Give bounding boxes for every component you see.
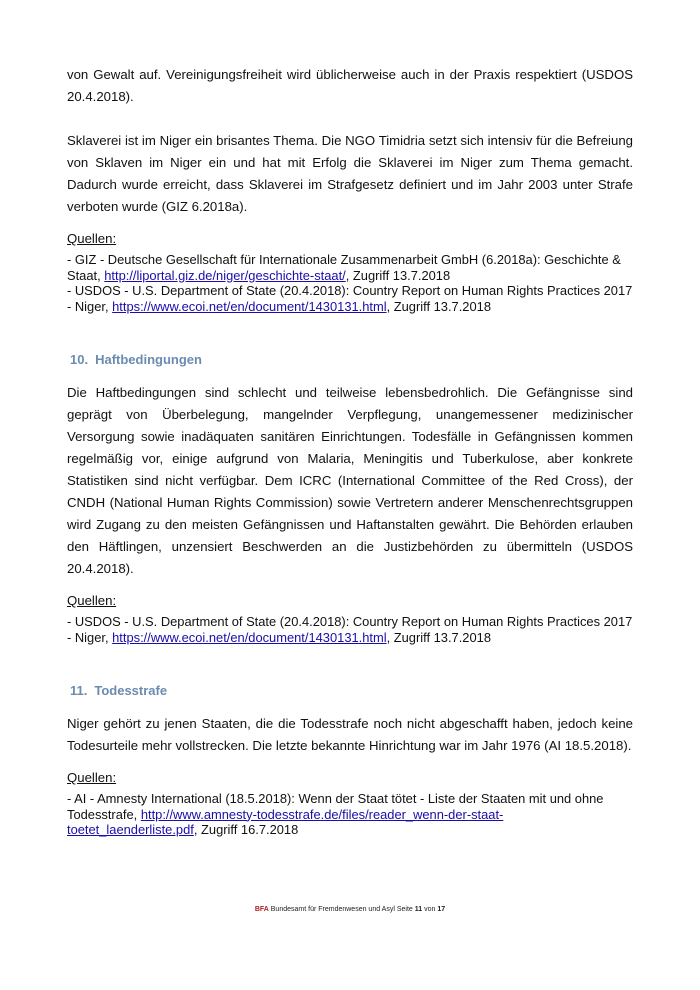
source-entry: - USDOS - U.S. Department of State (20.4.2018): Country Report on Human Rights Practices 2017 - Niger, https://www.ecoi.net/en/document/1430131.html, Zugriff 13.7.2018: [67, 614, 633, 645]
intro-paragraph-1: von Gewalt auf. Vereinigungsfreiheit wird üblicherweise auch in der Praxis respektiert (USDOS 20.4.2018).: [67, 67, 633, 104]
source-entry: - GIZ - Deutsche Gesellschaft für Internationale Zusammenarbeit GmbH (6.2018a): Geschichte & Staat, http://liportal.giz.de/niger/geschichte-staat/, Zugriff 13.7.2018: [67, 252, 621, 283]
footer-page-word: Seite: [396, 906, 413, 913]
section-body-haftbedingungen: Die Haftbedingungen sind schlecht und teilweise lebensbedrohlich. Die Gefängnisse sind geprägt von Überbelegung, mangelnder Verpflegung, unangemessener medizinischer Versorgung sowie inadäquaten sanitären Einrichtungen. Todesfälle in Gefängnissen kommen regelmäßig vor, einige aufgrund von Malaria, Meningitis und Tuberkulose, aber konkrete Statistiken sind nicht verfügbar. Dem ICRC (International Committee of the Red Cross), der CNDH (National Human Rights Commission) sowie Vertretern anderer Menschenrechtsgruppen wird Zugang zu den meisten Gefängnissen und Haftanstalten gewährt. Die Behörden erlauben den Häftlingen, unzensiert Beschwerden an die Justizbehörden zu übermitteln (USDOS 20.4.2018).: [67, 385, 633, 576]
sources-label: Quellen:: [67, 593, 117, 608]
intro-paragraph-2: Sklaverei ist im Niger ein brisantes Thema. Die NGO Timidria setzt sich intensiv für die Befreiung von Sklaven im Niger ein und hat mit Erfolg die Sklaverei im Niger zum Thema gemacht. Dadurch wurde erreicht, dass Sklaverei im Strafgesetz definiert und im Jahr 2003 unter Strafe verboten wurde (GIZ 6.2018a).: [67, 133, 633, 214]
section-body-todesstrafe: Niger gehört zu jenen Staaten, die die Todesstrafe noch nicht abgeschafft haben, jedoch keine Todesurteile mehr vollstrecken. Die letzte bekannte Hinrichtung war im Jahr 1976 (AI 18.5.2018).: [67, 716, 633, 753]
source-link[interactable]: http://liportal.giz.de/niger/geschichte-staat/: [104, 267, 346, 283]
footer-of-word: von: [424, 906, 436, 913]
page-footer: [0, 906, 700, 913]
source-link[interactable]: https://www.ecoi.net/en/document/1430131.html: [112, 629, 387, 645]
section-heading-todesstrafe: 11. Todesstrafe: [70, 683, 168, 698]
section-heading-haftbedingungen: 10. Haftbedingungen: [70, 352, 202, 367]
sources-label: Quellen:: [67, 231, 117, 246]
footer-page-number: 11: [414, 906, 423, 913]
source-entry: - AI - Amnesty International (18.5.2018): Wenn der Staat tötet - Liste der Staaten mit und ohne Todesstrafe, http://www.amnesty-todesstrafe.de/files/reader_wenn-der-staat-toetet_laenderliste.pdf, Zugriff 16.7.2018: [67, 791, 604, 837]
sources-label: Quellen:: [67, 770, 117, 785]
document-page: [67, 64, 633, 838]
footer-page-total: 17: [437, 906, 446, 913]
source-link[interactable]: https://www.ecoi.net/en/document/1430131.html: [112, 298, 387, 314]
footer-org: Bundesamt für Fremdenwesen und Asyl: [270, 906, 395, 913]
source-entry: - USDOS - U.S. Department of State (20.4.2018): Country Report on Human Rights Practices 2017 - Niger, https://www.ecoi.net/en/document/1430131.html, Zugriff 13.7.2018: [67, 283, 633, 314]
source-link[interactable]: http://www.amnesty-todesstrafe.de/files/reader_wenn-der-staat-toetet_laenderliste.pdf: [67, 806, 504, 837]
bfa-logo: BFA: [254, 906, 269, 913]
